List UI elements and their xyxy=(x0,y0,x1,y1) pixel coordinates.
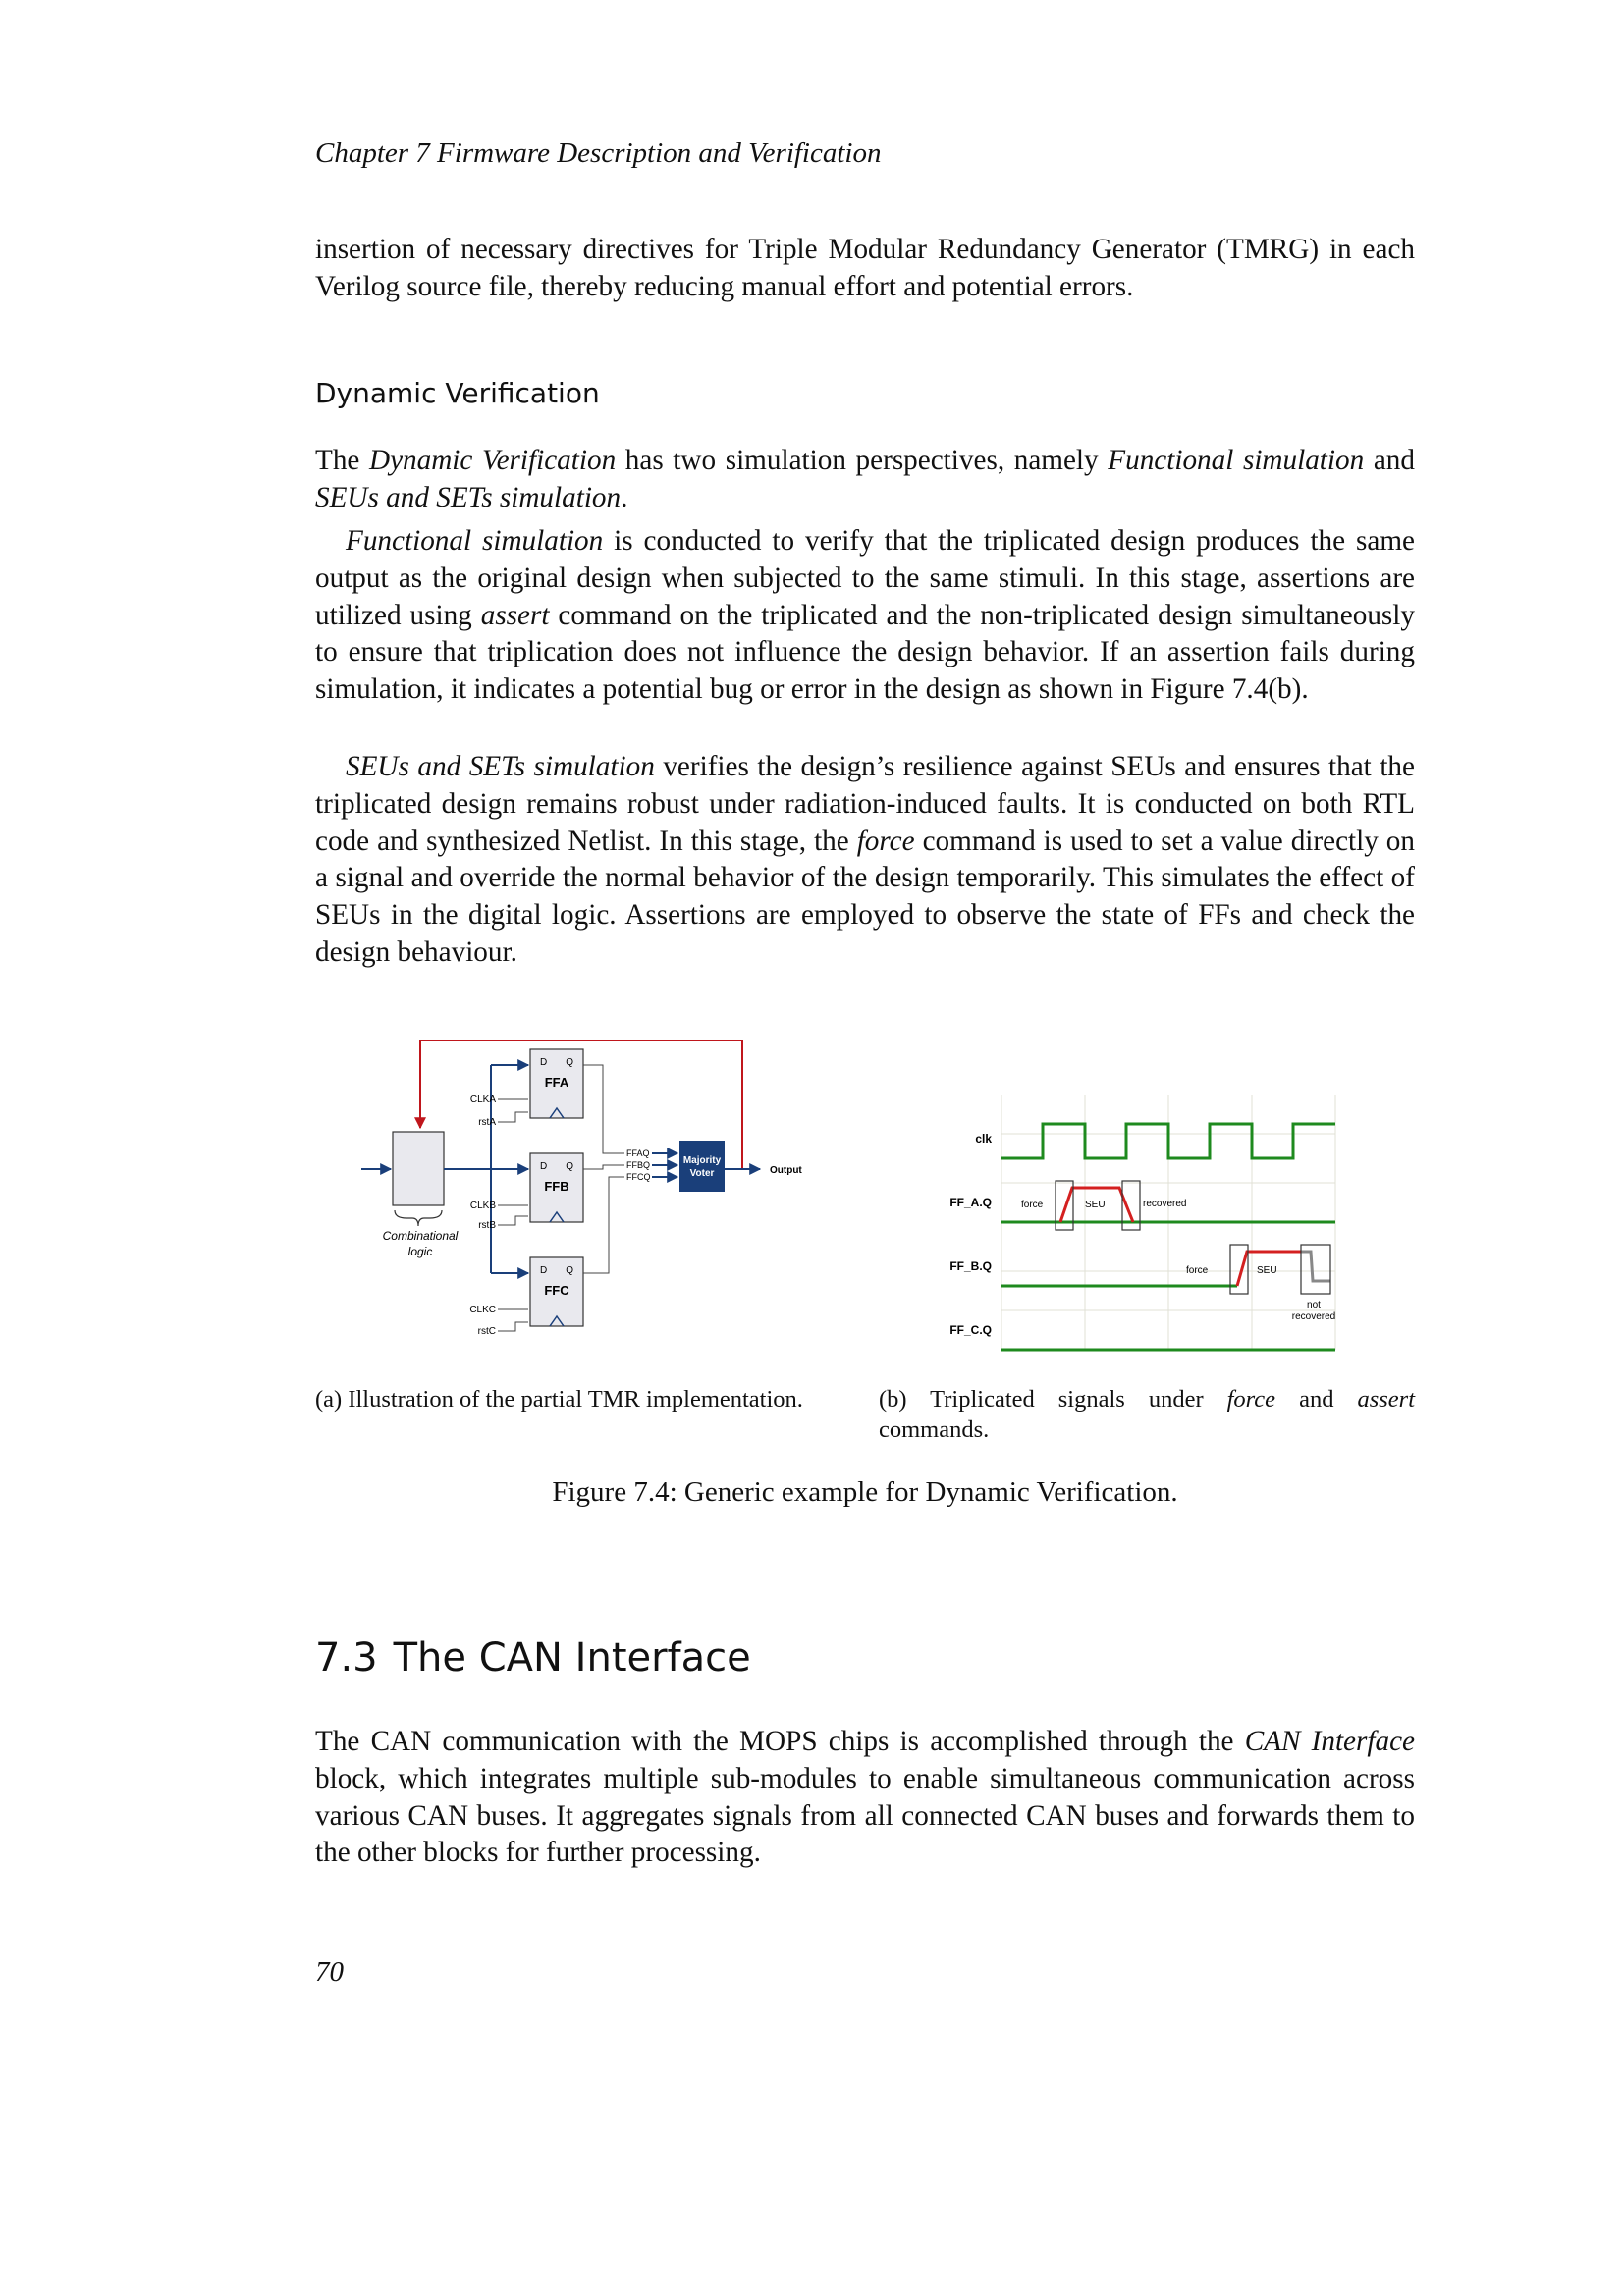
figure-a-tmr-diagram xyxy=(344,1026,854,1350)
majority-voter-block xyxy=(679,1141,725,1192)
comb-logic-label-1: Combinational xyxy=(382,1229,459,1243)
svg-text:SEU: SEU xyxy=(1085,1200,1106,1210)
rstb-label: rstB xyxy=(478,1220,496,1231)
clka-label: CLKA xyxy=(469,1095,496,1105)
ffa-label: FFA xyxy=(544,1075,569,1090)
intro-paragraph: insertion of necessary directives for Triple Modular Redundancy Generator (TMRG) in each Verilog source file, thereby reducing manual effort and potential errors. xyxy=(315,234,1415,302)
rstc-label: rstC xyxy=(477,1326,496,1337)
rsta-label: rstA xyxy=(478,1117,496,1128)
term-seus-sets-simulation: SEUs and SETs simulation xyxy=(315,481,622,513)
comb-logic-label-2: logic xyxy=(407,1245,433,1258)
term-can-interface: CAN Interface xyxy=(1244,1726,1415,1757)
ffb-q-label: FFBQ xyxy=(626,1160,650,1170)
svg-text:recovered: recovered xyxy=(1143,1199,1187,1209)
section-title: The CAN Interface xyxy=(393,1635,751,1681)
svg-text:not: not xyxy=(1307,1300,1321,1310)
subsection-heading: Dynamic Verification xyxy=(315,377,600,409)
svg-text:force: force xyxy=(1021,1200,1044,1210)
clk-waveform xyxy=(1001,1124,1335,1158)
dynamic-verification-paragraph-1: The Dynamic Verification has two simulation perspectives, namely Functional simulation and SEUs and SETs simulation. xyxy=(315,445,1415,513)
svg-text:D: D xyxy=(540,1265,548,1276)
logic-brace xyxy=(395,1210,442,1226)
can-interface-paragraph: The CAN communication with the MOPS chips is accomplished through the CAN Interface block, which integrates multiple sub-modules to enable simultaneous communication across various CAN buses. It aggregates signals from all connected CAN buses and forwards them to the other blocks for further processing. xyxy=(315,1726,1415,1869)
svg-text:D: D xyxy=(540,1057,548,1068)
svg-text:Q: Q xyxy=(566,1265,573,1276)
svg-text:recovered: recovered xyxy=(1291,1311,1336,1322)
section-heading xyxy=(315,1635,751,1681)
ff-c-q-label: FF_C.Q xyxy=(949,1323,992,1337)
ffc-label: FFC xyxy=(544,1283,569,1298)
figure-b-waveform xyxy=(923,1085,1355,1360)
subcaption-a: (a) Illustration of the partial TMR implementation. xyxy=(315,1386,803,1413)
dynamic-verification-paragraph-3: SEUs and SETs simulation verifies the design’s resilience against SEUs and ensures that the triplicated design remains robust under radiation-induced faults. It is conducted on both RTL code and synthesized Netlist. In this stage, the force command is used to set a value directly on a signal and override the normal behavior of the design temporarily. This simulates the effect of SEUs in the digital logic. Assertions are employed to observe the state of FFs and check the design behaviour. xyxy=(315,751,1415,968)
term-dynamic-verification: Dynamic Verification xyxy=(369,445,617,476)
subcaption-b: (b) Triplicated signals under force and assert commands. xyxy=(879,1386,1416,1443)
voter-label-1: Majority xyxy=(682,1155,722,1166)
figure-caption: Figure 7.4: Generic example for Dynamic Verification. xyxy=(552,1476,1178,1508)
voter-label-2: Voter xyxy=(689,1168,715,1179)
combinational-logic-block xyxy=(393,1132,444,1205)
running-head: Chapter 7 Firmware Description and Verification xyxy=(315,137,882,169)
page-number: 70 xyxy=(315,1956,344,1988)
ff-a-q-label: FF_A.Q xyxy=(949,1196,992,1209)
ffb-label: FFB xyxy=(544,1179,569,1194)
clkc-label: CLKC xyxy=(469,1305,496,1315)
ff-b-q-label: FF_B.Q xyxy=(949,1259,992,1273)
svg-text:SEU: SEU xyxy=(1257,1265,1277,1276)
section-number: 7.3 xyxy=(315,1635,378,1681)
ff-b-not-recovered xyxy=(1301,1252,1330,1281)
output-label: Output xyxy=(770,1165,802,1176)
svg-text:Q: Q xyxy=(566,1161,573,1172)
clkb-label: CLKB xyxy=(469,1201,496,1211)
ffa-q-label: FFAQ xyxy=(626,1148,650,1158)
clk-label: clk xyxy=(975,1132,992,1146)
svg-text:force: force xyxy=(1186,1265,1209,1276)
svg-text:D: D xyxy=(540,1161,548,1172)
term-functional-simulation: Functional simulation xyxy=(1108,445,1365,476)
svg-text:Q: Q xyxy=(566,1057,573,1068)
ffc-q-label: FFCQ xyxy=(626,1172,651,1182)
dynamic-verification-paragraph-2: Functional simulation is conducted to verify that the triplicated design produces the same output as the original design when subjected to the same stimuli. In this stage, assertions are utilized using assert command on the triplicated and the non-triplicated design simultaneously to ensure that triplication does not influence the design behavior. If an assertion fails during simulation, it indicates a potential bug or error in the design as shown in Figure 7.4(b). xyxy=(315,525,1415,706)
